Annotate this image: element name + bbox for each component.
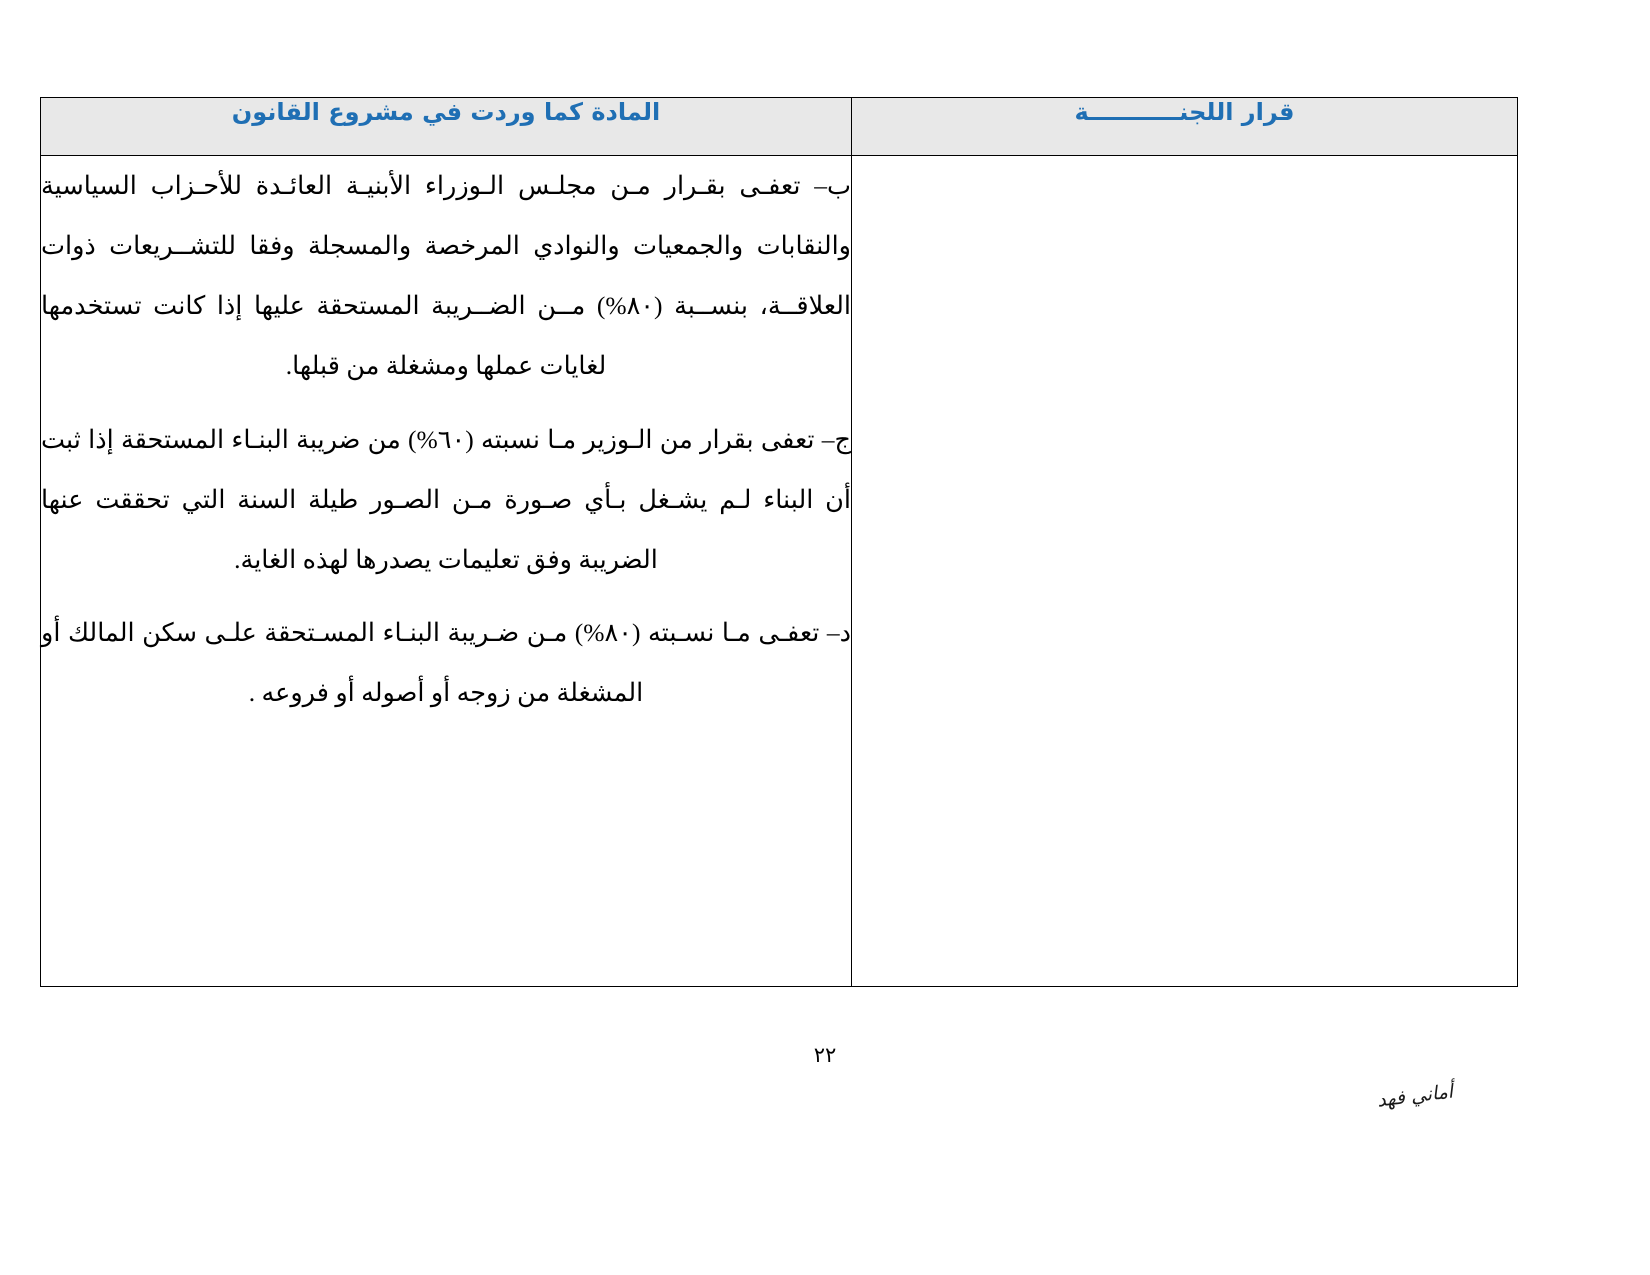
signature: أماني فهد xyxy=(1375,1080,1455,1112)
article-paragraph-d: د– تعفـى مـا نسـبته (٨٠%) مـن ضـريبة البنـاء المسـتحقة علـى سكن المالك أو المشغلة من زوجه أو أصوله أو فروعه . xyxy=(41,618,851,708)
column-header-committee-decision-label: قرار اللجنـــــــــــة xyxy=(1074,98,1295,126)
cell-draft-law-article xyxy=(41,156,852,987)
column-header-committee-decision xyxy=(852,98,1518,156)
cell-committee-decision xyxy=(852,156,1518,987)
comparison-table xyxy=(40,97,1518,987)
column-header-draft-law-article xyxy=(41,98,852,156)
page-number: ٢٢ xyxy=(813,1043,837,1067)
article-paragraph-b: ب– تعفـى بقـرار مـن مجلـس الـوزراء الأبنيـة العائـدة للأحـزاب السياسية والنقابات والجمعيات والنوادي المرخصة والمسجلة وفقا للتشــريعات ذوات العلاقــة، بنســبة (٨٠%) مــن الضــريبة المستحقة عليها إذا كانت تستخدمها لغايات عملها ومشغلة من قبلها. xyxy=(41,171,851,380)
article-paragraph-j: ج– تعفى بقرار من الـوزير مـا نسبته (٦٠%) من ضريبة البنـاء المستحقة إذا ثبت أن البناء لـم يشـغل بـأي صـورة مـن الصـور طيلة السنة التي تحققت عنها الضريبة وفق تعليمات يصدرها لهذه الغاية. xyxy=(41,424,851,574)
column-header-draft-law-article-label: المادة كما وردت في مشروع القانون xyxy=(231,98,661,126)
table-header-row xyxy=(41,98,1518,156)
table-row xyxy=(41,156,1518,987)
